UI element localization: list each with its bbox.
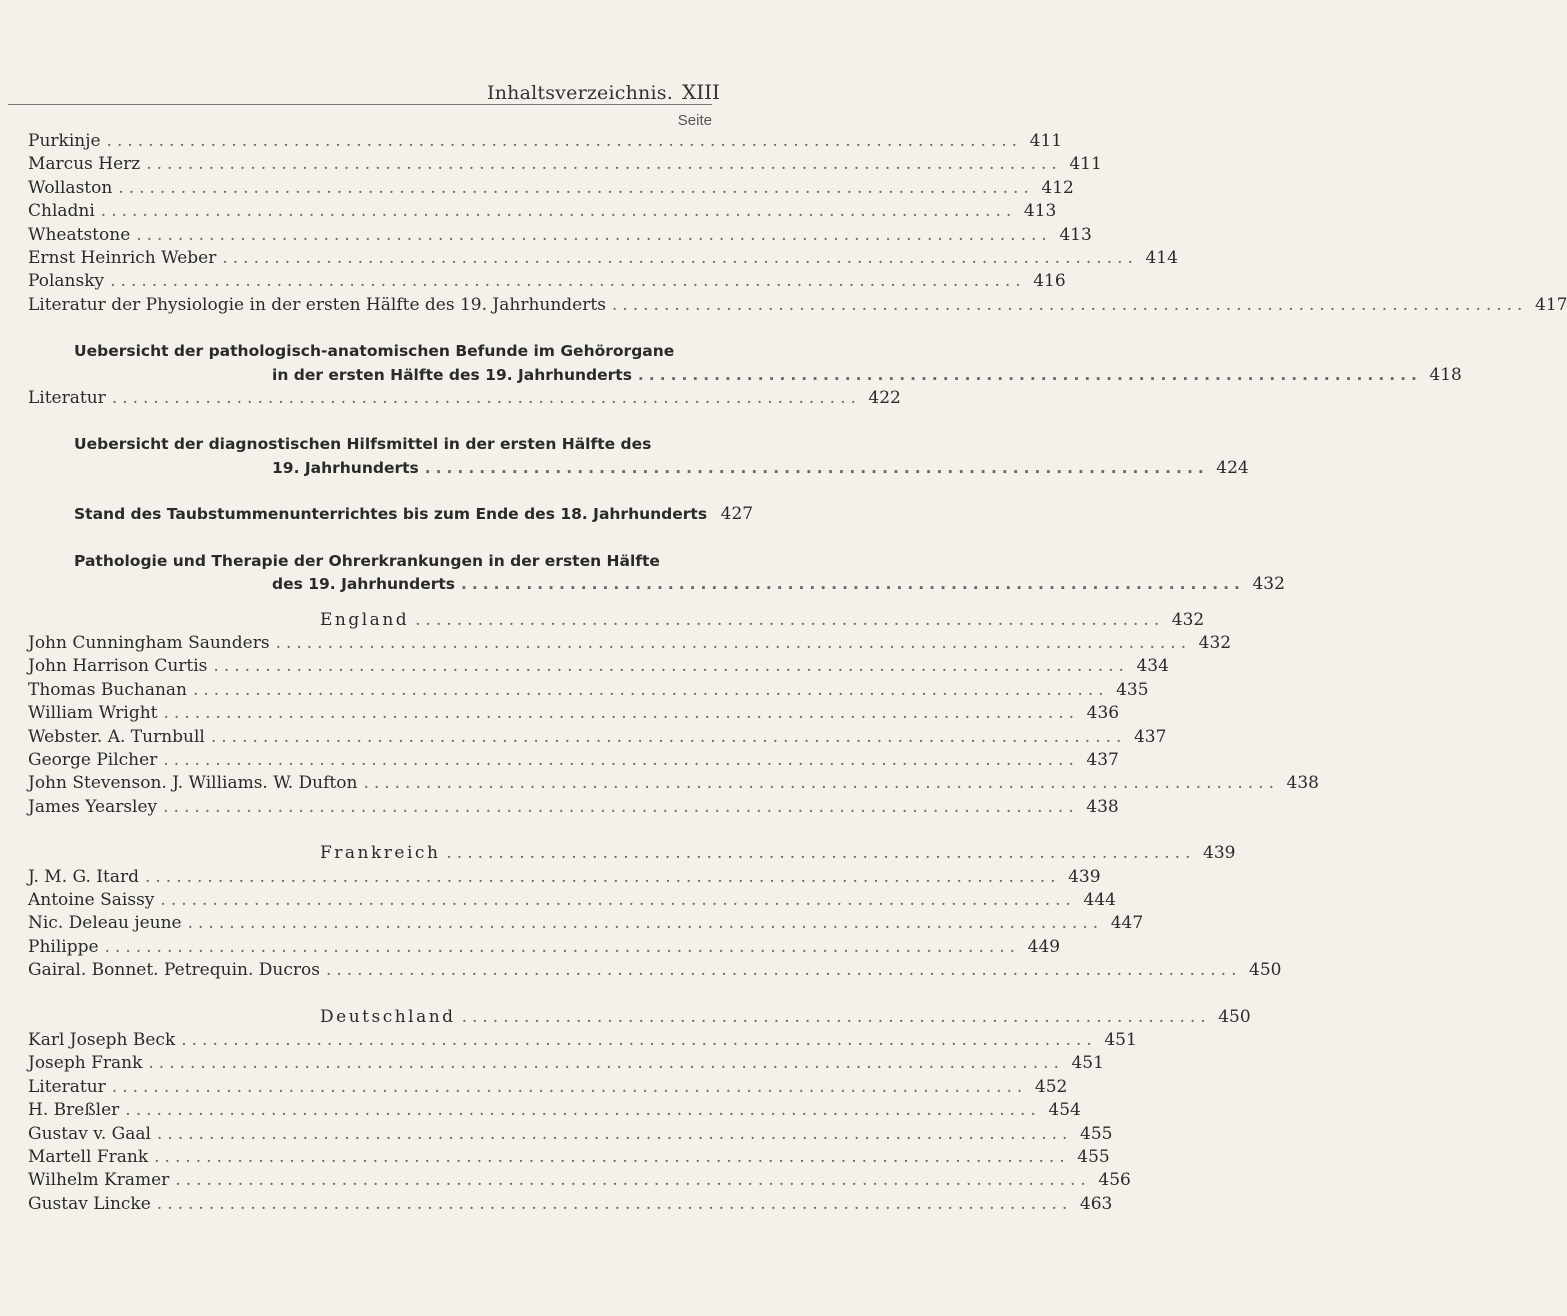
toc-entry-page: 436 — [1086, 703, 1120, 724]
toc-entry-label: Gairal. Bonnet. Petrequin. Ducros — [28, 960, 320, 981]
toc-entry-page: 455 — [1080, 1123, 1113, 1144]
toc-entry[interactable]: George Pilcher ........................................................................................ 437 — [28, 749, 712, 772]
toc-entry-label: Marcus Herz — [28, 154, 141, 175]
toc-entry-page: 451 — [1104, 1030, 1137, 1050]
toc-entry-label: James Yearsley — [28, 796, 158, 817]
section-deaf-education: Stand des Taubstummenunterrichtes bis zum Ende des 18. Jahrhunderts 427 — [74, 504, 754, 525]
toc-entry-label: Chladni — [28, 201, 95, 222]
toc-entry[interactable]: Ernst Heinrich Weber ........................................................................................ 414 — [28, 247, 712, 270]
toc-entry[interactable]: William Wright ........................................................................................ 436 — [28, 702, 712, 725]
toc-entry-label: Nic. Deleau jeune — [28, 913, 182, 934]
toc-entry[interactable]: J. M. G. Itard ........................................................................................ 439 — [28, 866, 712, 889]
toc-entry[interactable]: Webster. A. Turnbull ........................................................................................ 437 — [28, 726, 712, 749]
toc-entry[interactable]: Marcus Herz ........................................................................................ 411 — [28, 153, 712, 176]
toc-entry-label: John Harrison Curtis — [28, 656, 208, 677]
toc-entry[interactable]: John Harrison Curtis ........................................................................................ 434 — [28, 655, 712, 678]
toc-entry[interactable]: John Stevenson. J. Williams. W. Dufton ........................................................................................ 438 — [28, 772, 712, 795]
toc-entry[interactable]: Wollaston ........................................................................................ 412 — [28, 177, 712, 200]
toc-entry-page: 412 — [1041, 177, 1074, 198]
section-anatomy-line2: in der ersten Hälfte des 19. Jahrhunderts ........................................................................ 418 — [272, 364, 1462, 385]
toc-entry-page: 432 — [1198, 632, 1232, 653]
toc-entry-label: George Pilcher — [28, 749, 158, 770]
toc-entry-label: Joseph Frank — [28, 1053, 143, 1074]
toc-entry-page: 437 — [1133, 726, 1167, 747]
toc-entry-label: J. M. G. Itard — [28, 866, 139, 887]
england-entries — [28, 632, 1319, 819]
toc-entry[interactable]: Chladni ........................................................................................ 413 — [28, 200, 712, 223]
toc-entry-page: 454 — [1048, 1100, 1081, 1121]
toc-entry[interactable]: Wheatstone ........................................................................................ 413 — [28, 224, 712, 247]
toc-entry-page: 456 — [1098, 1170, 1131, 1191]
toc-entry-label: Thomas Buchanan — [28, 679, 187, 700]
toc-entry-label: Karl Joseph Beck — [28, 1030, 176, 1050]
toc-entry[interactable]: Literatur ........................................................................................ 452 — [28, 1076, 712, 1099]
toc-entry[interactable]: Thomas Buchanan ........................................................................................ 435 — [28, 679, 712, 702]
toc-entry-label: Wollaston — [28, 177, 113, 198]
toc-entry-page: 416 — [1033, 271, 1066, 292]
toc-entry-page: 451 — [1071, 1053, 1104, 1074]
physiology-entries — [28, 130, 1567, 317]
toc-entry-page: 449 — [1027, 936, 1061, 957]
toc-entry-page: 437 — [1086, 749, 1119, 770]
toc-entry[interactable]: Polansky ........................................................................................ 416 — [28, 270, 712, 293]
literatur-entry[interactable]: Literatur ........................................................................ 422 — [28, 388, 901, 409]
section-diagnostics-line1: Uebersicht der diagnostischen Hilfsmittel in der ersten Hälfte des — [74, 435, 652, 454]
section-pathology-line1: Pathologie und Therapie der Ohrerkrankungen in der ersten Hälfte — [74, 551, 660, 570]
toc-entry-page: 447 — [1110, 913, 1144, 934]
toc-entry-label: Gustav v. Gaal — [28, 1123, 151, 1144]
toc-entry-label: Wheatstone — [28, 224, 131, 245]
toc-entry-label: Wilhelm Kramer — [28, 1170, 170, 1191]
toc-entry-page: 438 — [1086, 796, 1119, 817]
toc-entry[interactable]: Gustav Lincke ........................................................................................ 463 — [28, 1193, 712, 1216]
toc-entry-page: 417 — [1535, 294, 1567, 315]
toc-entry-page: 439 — [1068, 866, 1101, 887]
toc-entry-label: Antoine Saissy — [28, 889, 155, 910]
toc-entry[interactable]: Gustav v. Gaal ........................................................................................ 455 — [28, 1123, 712, 1146]
toc-entry-page: 413 — [1023, 201, 1057, 222]
toc-entry-label: Polansky — [28, 271, 105, 292]
running-header — [0, 82, 730, 104]
toc-entry-page: 455 — [1077, 1147, 1110, 1168]
toc-entry-page: 411 — [1069, 154, 1102, 175]
toc-entry-page: 438 — [1286, 773, 1319, 794]
toc-entry-label: Literatur — [28, 1076, 106, 1097]
toc-entry[interactable]: James Yearsley ........................................................................................ 438 — [28, 796, 712, 819]
toc-entry-page: 414 — [1145, 248, 1178, 269]
toc-entry-page: 434 — [1136, 656, 1169, 677]
toc-entry[interactable]: Antoine Saissy ........................................................................................ 444 — [28, 889, 712, 912]
toc-entry[interactable]: Literatur der Physiologie in der ersten Hälfte des 19. Jahrhunderts ........................................................................................ 417 — [28, 294, 712, 317]
toc-entry-page: 411 — [1029, 131, 1063, 151]
section-diagnostics-line2: 19. Jahrhunderts ........................................................................ 424 — [272, 457, 1249, 478]
toc-entry-page: 444 — [1083, 889, 1116, 910]
toc-entry[interactable]: Philippe ........................................................................................ 449 — [28, 936, 712, 959]
toc-entry-label: Webster. A. Turnbull — [28, 726, 205, 747]
toc-entry-label: Philippe — [28, 936, 99, 957]
toc-entry-page: 450 — [1249, 960, 1282, 981]
toc-entry[interactable]: Joseph Frank ........................................................................................ 451 — [28, 1052, 712, 1075]
toc-entry-label: John Cunningham Saunders — [28, 632, 270, 653]
toc-entry[interactable]: H. Breßler ........................................................................................ 454 — [28, 1099, 712, 1122]
section-pathology-line2: des 19. Jahrhunderts ........................................................................ 432 — [272, 574, 1285, 595]
table-of-contents — [28, 130, 1567, 1216]
frankreich-entries — [28, 866, 1282, 983]
toc-entry-page: 435 — [1116, 679, 1149, 700]
toc-entry[interactable]: Nic. Deleau jeune ........................................................................................ 447 — [28, 912, 712, 935]
section-anatomy-line1: Uebersicht der pathologisch-anatomischen Befunde im Gehörorgane — [74, 342, 675, 361]
toc-entry-label: Gustav Lincke — [28, 1193, 151, 1214]
toc-entry-label: H. Breßler — [28, 1100, 120, 1121]
toc-entry[interactable]: Karl Joseph Beck ........................................................................................ 451 — [28, 1029, 712, 1052]
toc-entry-page: 452 — [1034, 1076, 1068, 1097]
toc-entry-page: 463 — [1079, 1193, 1113, 1214]
country-heading-england: England ........................................................................ 432 — [320, 609, 1205, 630]
header-page-number: XIII — [682, 80, 720, 104]
toc-entry-label: William Wright — [28, 703, 158, 724]
toc-entry[interactable]: John Cunningham Saunders ........................................................................................ 432 — [28, 632, 712, 655]
page-column-label: Seite — [677, 112, 712, 129]
toc-entry-label: Ernst Heinrich Weber — [28, 248, 217, 269]
header-title: Inhaltsverzeichnis. — [487, 82, 673, 104]
country-heading-frankreich: Frankreich ........................................................................ 439 — [320, 843, 1236, 864]
header-rule — [8, 104, 712, 105]
toc-entry[interactable]: Martell Frank ........................................................................................ 455 — [28, 1146, 712, 1169]
toc-entry-label: Literatur der Physiologie in der ersten Hälfte des 19. Jahrhunderts — [28, 294, 606, 315]
country-heading-deutschland: Deutschland ........................................................................ 450 — [320, 1006, 1251, 1027]
deutschland-entries — [28, 1029, 1137, 1216]
toc-entry-label: Martell Frank — [28, 1147, 149, 1168]
toc-entry[interactable]: Gairal. Bonnet. Petrequin. Ducros ........................................................................................ 450 — [28, 959, 712, 982]
toc-entry-label: Purkinje — [28, 131, 101, 151]
toc-entry[interactable]: Purkinje ........................................................................................ 411 — [28, 130, 712, 153]
toc-entry[interactable]: Wilhelm Kramer ........................................................................................ 456 — [28, 1169, 712, 1192]
toc-entry-label: John Stevenson. J. Williams. W. Dufton — [28, 773, 358, 794]
toc-entry-page: 413 — [1059, 224, 1092, 245]
